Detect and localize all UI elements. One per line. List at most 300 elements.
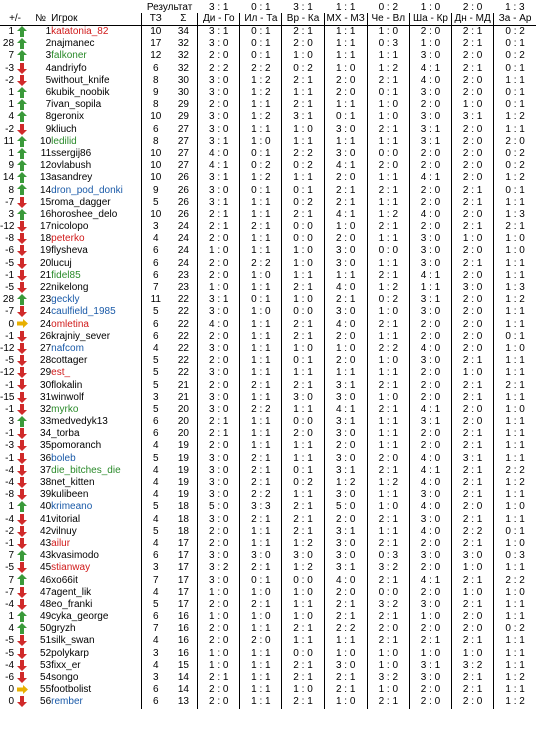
prediction-4: 2 : 2 [324, 623, 367, 635]
player-name[interactable]: stianway [51, 562, 91, 574]
arrow-down-icon [14, 282, 30, 294]
arrow-down-icon [14, 306, 30, 318]
arrow-down-icon [14, 514, 30, 526]
col-change: +/- [0, 13, 30, 26]
sum-value: 17 [177, 598, 189, 610]
table-row [0, 111, 536, 123]
prediction-7: 1 : 0 [452, 562, 494, 574]
prediction-8: 1 : 1 [494, 75, 536, 87]
player-name[interactable]: cyka_george [51, 611, 109, 623]
prediction-6: 3 : 0 [409, 50, 451, 62]
prediction-2: 2 : 1 [240, 562, 282, 574]
player-name[interactable]: fidel85 [51, 269, 81, 281]
tz-value: 5 [141, 197, 169, 209]
player-name[interactable]: krajniy_sever [51, 330, 111, 342]
change-value: 28 [2, 38, 15, 50]
prediction-5: 0 : 3 [367, 38, 409, 50]
tz-value: 6 [141, 331, 169, 343]
prediction-1: 3 : 0 [198, 404, 240, 416]
player-name[interactable]: silk_swan [51, 635, 95, 647]
player-name[interactable]: vitorial [51, 513, 81, 525]
prediction-2: 1 : 1 [240, 99, 282, 111]
change-value: -1 [5, 428, 15, 440]
prediction-5: 2 : 1 [367, 221, 409, 233]
prediction-8: 0 : 1 [494, 63, 536, 75]
sum-value: 22 [177, 367, 189, 379]
table-row [0, 343, 536, 355]
prediction-3: 2 : 1 [282, 319, 324, 331]
prediction-5: 0 : 0 [367, 148, 409, 160]
prediction-3: 1 : 1 [282, 367, 324, 379]
sum-value: 21 [177, 391, 189, 403]
arrow-down-icon [14, 258, 30, 270]
prediction-8: 1 : 1 [494, 392, 536, 404]
prediction-6: 3 : 0 [409, 489, 451, 501]
table-row [0, 331, 536, 343]
prediction-3: 0 : 2 [282, 197, 324, 209]
prediction-2: 3 : 0 [240, 550, 282, 562]
player-name[interactable]: vilnuy [51, 525, 77, 537]
player-name[interactable]: ssergij86 [51, 147, 92, 159]
prediction-6: 2 : 0 [409, 379, 451, 391]
tz-value: 5 [141, 599, 169, 611]
change-value: 4 [8, 623, 15, 635]
prediction-7: 2 : 0 [452, 611, 494, 623]
player-name[interactable]: agent_lik [51, 586, 92, 598]
prediction-7: 2 : 0 [452, 136, 494, 148]
sum-value: 17 [177, 550, 189, 562]
prediction-1: 3 : 1 [198, 197, 240, 209]
prediction-3: 2 : 1 [282, 75, 324, 87]
prediction-4: 4 : 1 [324, 160, 367, 172]
player-name[interactable]: medvedyk13 [51, 416, 108, 428]
prediction-8: 1 : 0 [494, 245, 536, 257]
prediction-4: 0 : 1 [324, 111, 367, 123]
prediction-5: 1 : 0 [367, 660, 409, 672]
prediction-7: 1 : 0 [452, 99, 494, 111]
prediction-2: 1 : 1 [240, 209, 282, 221]
table-row [0, 184, 536, 196]
arrow-down-icon [14, 331, 30, 343]
prediction-8: 1 : 3 [494, 209, 536, 221]
player-name[interactable]: caulfield_1985 [51, 306, 116, 318]
tz-value: 6 [141, 270, 169, 282]
player-name[interactable]: ledilid [51, 135, 77, 147]
player-name[interactable]: rember [51, 696, 83, 708]
prediction-8: 1 : 0 [494, 404, 536, 416]
prediction-5: 2 : 1 [367, 319, 409, 331]
change-value: -7 [5, 306, 15, 318]
prediction-3: 1 : 0 [282, 50, 324, 62]
change-value: 11 [3, 135, 15, 147]
prediction-3: 2 : 1 [282, 672, 324, 684]
prediction-6: 3 : 1 [409, 416, 451, 428]
prediction-7: 3 : 1 [452, 453, 494, 465]
player-name[interactable]: kvasimodo [51, 550, 99, 562]
prediction-5: 0 : 3 [367, 550, 409, 562]
prediction-8: 1 : 2 [494, 111, 536, 123]
prediction-1: 1 : 0 [198, 245, 240, 257]
player-name[interactable]: asandrey [51, 172, 93, 184]
player-name[interactable]: myrko [51, 403, 79, 415]
tz-value: 8 [141, 99, 169, 111]
prediction-1: 3 : 0 [198, 367, 240, 379]
prediction-6: 3 : 0 [409, 87, 451, 99]
tz-value: 5 [141, 501, 169, 513]
player-name[interactable]: ivan_sopila [51, 99, 102, 111]
prediction-8: 0 : 1 [494, 184, 536, 196]
player-name[interactable]: winwolf [51, 391, 84, 403]
change-value: -3 [5, 62, 15, 74]
player-name[interactable]: geckly [51, 294, 80, 306]
prediction-6: 4 : 0 [409, 501, 451, 513]
prediction-1: 2 : 0 [198, 270, 240, 282]
change-value: 0 [8, 696, 15, 708]
prediction-3: 1 : 2 [282, 562, 324, 574]
rank: 24 [40, 318, 52, 330]
player-name[interactable]: kulibeen [51, 489, 89, 501]
change-value: -1 [5, 330, 15, 342]
tz-value: 9 [141, 87, 169, 99]
sum-value: 21 [177, 379, 189, 391]
prediction-6: 4 : 0 [409, 477, 451, 489]
player-name[interactable]: die_bitches_die [51, 464, 121, 476]
prediction-2: 2 : 2 [240, 258, 282, 270]
prediction-1: 3 : 1 [198, 26, 240, 39]
table-row [0, 87, 536, 99]
prediction-2: 0 : 2 [240, 160, 282, 172]
rank: 38 [40, 477, 52, 489]
player-name[interactable]: xo66it [51, 574, 78, 586]
prediction-5: 3 : 2 [367, 672, 409, 684]
prediction-3: 0 : 1 [282, 355, 324, 367]
prediction-6: 2 : 0 [409, 562, 451, 574]
prediction-5: 2 : 1 [367, 404, 409, 416]
prediction-5: 1 : 1 [367, 136, 409, 148]
prediction-8: 1 : 1 [494, 453, 536, 465]
prediction-7: 1 : 0 [452, 648, 494, 660]
rank: 22 [40, 282, 52, 294]
prediction-6: 2 : 0 [409, 428, 451, 440]
rank: 18 [40, 233, 52, 245]
prediction-1: 3 : 2 [198, 562, 240, 574]
prediction-2: 2 : 1 [240, 514, 282, 526]
change-value: -8 [5, 489, 15, 501]
prediction-5: 1 : 2 [367, 477, 409, 489]
player-name[interactable]: _torba [51, 428, 80, 440]
change-value: 1 [8, 611, 15, 623]
prediction-5: 0 : 2 [367, 294, 409, 306]
rank: 50 [40, 623, 52, 635]
prediction-1: 4 : 1 [198, 160, 240, 172]
rank: 43 [40, 550, 52, 562]
prediction-7: 1 : 0 [452, 233, 494, 245]
arrow-down-icon [14, 660, 30, 672]
prediction-2: 1 : 1 [240, 684, 282, 696]
prediction-5: 2 : 1 [367, 184, 409, 196]
table-row [0, 197, 536, 209]
sum-value: 17 [177, 562, 189, 574]
table-row [0, 562, 536, 574]
arrow-up-icon [14, 611, 30, 623]
prediction-4: 5 : 0 [324, 501, 367, 513]
prediction-6: 3 : 0 [409, 245, 451, 257]
table-row [0, 160, 536, 172]
prediction-8: 1 : 1 [494, 611, 536, 623]
player-name[interactable]: katatonia_82 [51, 26, 109, 38]
prediction-7: 2 : 0 [452, 160, 494, 172]
player-name[interactable]: without_knife [51, 74, 110, 86]
prediction-7: 2 : 0 [452, 148, 494, 160]
prediction-6: 3 : 0 [409, 599, 451, 611]
prediction-4: 2 : 1 [324, 294, 367, 306]
col-match-5: Че - Вл [367, 13, 409, 26]
player-name[interactable]: najmanec [51, 38, 95, 50]
rank: 41 [40, 513, 52, 525]
prediction-2: 1 : 1 [240, 233, 282, 245]
prediction-2: 1 : 1 [240, 416, 282, 428]
sum-value: 20 [177, 428, 189, 440]
player-name[interactable]: flysheva [51, 245, 88, 257]
prediction-3: 3 : 0 [282, 550, 324, 562]
prediction-1: 2 : 0 [198, 635, 240, 647]
prediction-2: 1 : 1 [240, 197, 282, 209]
prediction-8: 1 : 1 [494, 197, 536, 209]
prediction-2: 1 : 1 [240, 440, 282, 452]
prediction-5: 1 : 0 [367, 392, 409, 404]
prediction-3: 1 : 0 [282, 684, 324, 696]
player-name[interactable]: flokalin [51, 379, 83, 391]
table-row [0, 440, 536, 452]
sum-value: 24 [177, 245, 189, 257]
prediction-7: 2 : 0 [452, 209, 494, 221]
player-name[interactable]: dron_pod_donki [51, 184, 123, 196]
tz-value: 3 [141, 221, 169, 233]
prediction-4: 3 : 0 [324, 306, 367, 318]
prediction-4: 3 : 1 [324, 526, 367, 538]
rank: 26 [40, 330, 52, 342]
table-row [0, 282, 536, 294]
tz-value: 3 [141, 392, 169, 404]
prediction-3: 1 : 0 [282, 245, 324, 257]
player-name[interactable]: gryzh [51, 623, 76, 635]
prediction-2: 1 : 1 [240, 660, 282, 672]
rank: 20 [40, 257, 52, 269]
player-name[interactable]: eo_franki [51, 598, 93, 610]
prediction-1: 3 : 0 [198, 465, 240, 477]
col-match-8: За - Ар [494, 13, 536, 26]
player-name[interactable]: kubik_noobik [51, 87, 110, 99]
player-name[interactable]: krimeano [51, 501, 93, 513]
prediction-6: 2 : 0 [409, 99, 451, 111]
sum-value: 20 [177, 416, 189, 428]
prediction-5: 1 : 1 [367, 233, 409, 245]
table-row [0, 660, 536, 672]
sum-value: 24 [177, 221, 189, 233]
change-value: -4 [5, 598, 15, 610]
table-row [0, 696, 536, 708]
prediction-3: 0 : 0 [282, 306, 324, 318]
player-name[interactable]: footbolist [51, 684, 92, 696]
player-name[interactable]: horoshee_delo [51, 208, 118, 220]
prediction-5: 1 : 2 [367, 209, 409, 221]
arrow-down-icon [14, 367, 30, 379]
rank: 37 [40, 464, 52, 476]
prediction-8: 1 : 1 [494, 648, 536, 660]
sum-value: 24 [177, 233, 189, 245]
player-name[interactable]: omletina [51, 318, 89, 330]
arrow-up-icon [14, 99, 30, 111]
player-name[interactable]: roma_dagger [51, 196, 111, 208]
tz-value: 6 [141, 319, 169, 331]
tz-value: 10 [141, 148, 169, 160]
prediction-7: 2 : 0 [452, 87, 494, 99]
sum-value: 18 [177, 513, 189, 525]
prediction-6: 3 : 0 [409, 233, 451, 245]
rank: 31 [40, 391, 52, 403]
player-name[interactable]: nikelong [51, 282, 89, 294]
prediction-4: 3 : 0 [324, 148, 367, 160]
player-name[interactable]: geronix [51, 111, 84, 123]
prediction-4: 4 : 1 [324, 404, 367, 416]
tz-value: 5 [141, 306, 169, 318]
prediction-5: 1 : 0 [367, 26, 409, 39]
prediction-5: 2 : 2 [367, 343, 409, 355]
prediction-2: 1 : 0 [240, 270, 282, 282]
prediction-6: 1 : 1 [409, 282, 451, 294]
prediction-1: 3 : 0 [198, 184, 240, 196]
rank: 39 [40, 489, 52, 501]
prediction-7: 2 : 1 [452, 355, 494, 367]
prediction-7: 3 : 0 [452, 282, 494, 294]
prediction-3: 2 : 1 [282, 501, 324, 513]
arrow-down-icon [14, 63, 30, 75]
player-name[interactable]: kliuch [51, 123, 77, 135]
score-3: 3 : 1 [293, 2, 313, 13]
rank: 3 [45, 50, 52, 62]
prediction-3: 1 : 1 [282, 440, 324, 452]
player-name[interactable]: ovlabush [51, 160, 92, 172]
rank: 21 [40, 269, 52, 281]
player-name[interactable]: peterko [51, 233, 85, 245]
prediction-1: 2 : 0 [198, 526, 240, 538]
prediction-4: 3 : 0 [324, 258, 367, 270]
change-value: -5 [5, 257, 15, 269]
prediction-8: 0 : 2 [494, 148, 536, 160]
table-row [0, 489, 536, 501]
prediction-1: 3 : 0 [198, 453, 240, 465]
tz-value: 10 [141, 26, 169, 39]
table-row [0, 672, 536, 684]
prediction-8: 2 : 1 [494, 379, 536, 391]
col-tz: ТЗ [141, 13, 169, 26]
prediction-3: 1 : 2 [282, 538, 324, 550]
rank: 33 [40, 416, 52, 428]
player-name[interactable]: lucuj [51, 257, 72, 269]
player-name[interactable]: net_kitten [51, 477, 95, 489]
prediction-1: 3 : 0 [198, 343, 240, 355]
change-value: 7 [8, 550, 15, 562]
table-row [0, 501, 536, 513]
player-name[interactable]: nicolopo [51, 221, 89, 233]
prediction-1: 4 : 0 [198, 319, 240, 331]
prediction-3: 1 : 0 [282, 294, 324, 306]
prediction-4: 1 : 1 [324, 270, 367, 282]
prediction-3: 2 : 2 [282, 148, 324, 160]
player-name[interactable]: andriyfo [51, 62, 87, 74]
table-row [0, 477, 536, 489]
prediction-1: 1 : 0 [198, 648, 240, 660]
player-name[interactable]: pomoranch [51, 440, 102, 452]
prediction-6: 3 : 1 [409, 124, 451, 136]
prediction-1: 3 : 0 [198, 87, 240, 99]
prediction-7: 2 : 0 [452, 245, 494, 257]
col-match-6: Ша - Кр [409, 13, 451, 26]
prediction-1: 2 : 0 [198, 599, 240, 611]
prediction-5: 2 : 1 [367, 611, 409, 623]
prediction-4: 1 : 0 [324, 343, 367, 355]
prediction-8: 1 : 3 [494, 282, 536, 294]
tz-value: 6 [141, 63, 169, 75]
prediction-4: 2 : 0 [324, 331, 367, 343]
player-name[interactable]: songo [51, 672, 79, 684]
rank: 40 [40, 501, 52, 513]
rank: 4 [45, 62, 52, 74]
prediction-7: 2 : 1 [452, 63, 494, 75]
player-name[interactable]: polykarp [51, 647, 89, 659]
prediction-5: 2 : 1 [367, 514, 409, 526]
prediction-2: 2 : 1 [240, 453, 282, 465]
results-label: Результат [146, 2, 193, 13]
prediction-6: 2 : 1 [409, 635, 451, 647]
arrow-up-icon [14, 148, 30, 160]
sum-value: 16 [177, 647, 189, 659]
player-name[interactable]: est_ [51, 367, 71, 379]
rank: 29 [40, 367, 52, 379]
prediction-8: 2 : 1 [494, 221, 536, 233]
player-name[interactable]: ailur [51, 537, 71, 549]
prediction-7: 2 : 1 [452, 465, 494, 477]
prediction-8: 0 : 1 [494, 526, 536, 538]
prediction-2: 1 : 2 [240, 75, 282, 87]
standings-table [0, 2, 536, 709]
change-value: 1 [8, 87, 15, 99]
prediction-6: 3 : 0 [409, 672, 451, 684]
sum-value: 14 [177, 672, 189, 684]
prediction-5: 1 : 1 [367, 428, 409, 440]
player-name[interactable]: falkoner [51, 50, 87, 62]
sum-value: 22 [177, 355, 189, 367]
prediction-8: 0 : 1 [494, 38, 536, 50]
player-name[interactable]: boleb [51, 452, 76, 464]
change-value: 3 [8, 208, 15, 220]
table-row [0, 355, 536, 367]
prediction-5: 2 : 0 [367, 160, 409, 172]
prediction-3: 2 : 1 [282, 526, 324, 538]
prediction-7: 2 : 1 [452, 392, 494, 404]
arrow-down-icon [14, 343, 30, 355]
player-name[interactable]: cottager [51, 355, 88, 367]
player-name[interactable]: nafcom [51, 342, 84, 354]
sum-value: 15 [177, 659, 189, 671]
tz-value: 12 [141, 50, 169, 62]
player-name[interactable]: fixx_er [51, 659, 81, 671]
prediction-4: 3 : 0 [324, 489, 367, 501]
arrow-down-icon [14, 392, 30, 404]
prediction-6: 2 : 0 [409, 221, 451, 233]
tz-value: 6 [141, 611, 169, 623]
prediction-7: 2 : 0 [452, 270, 494, 282]
